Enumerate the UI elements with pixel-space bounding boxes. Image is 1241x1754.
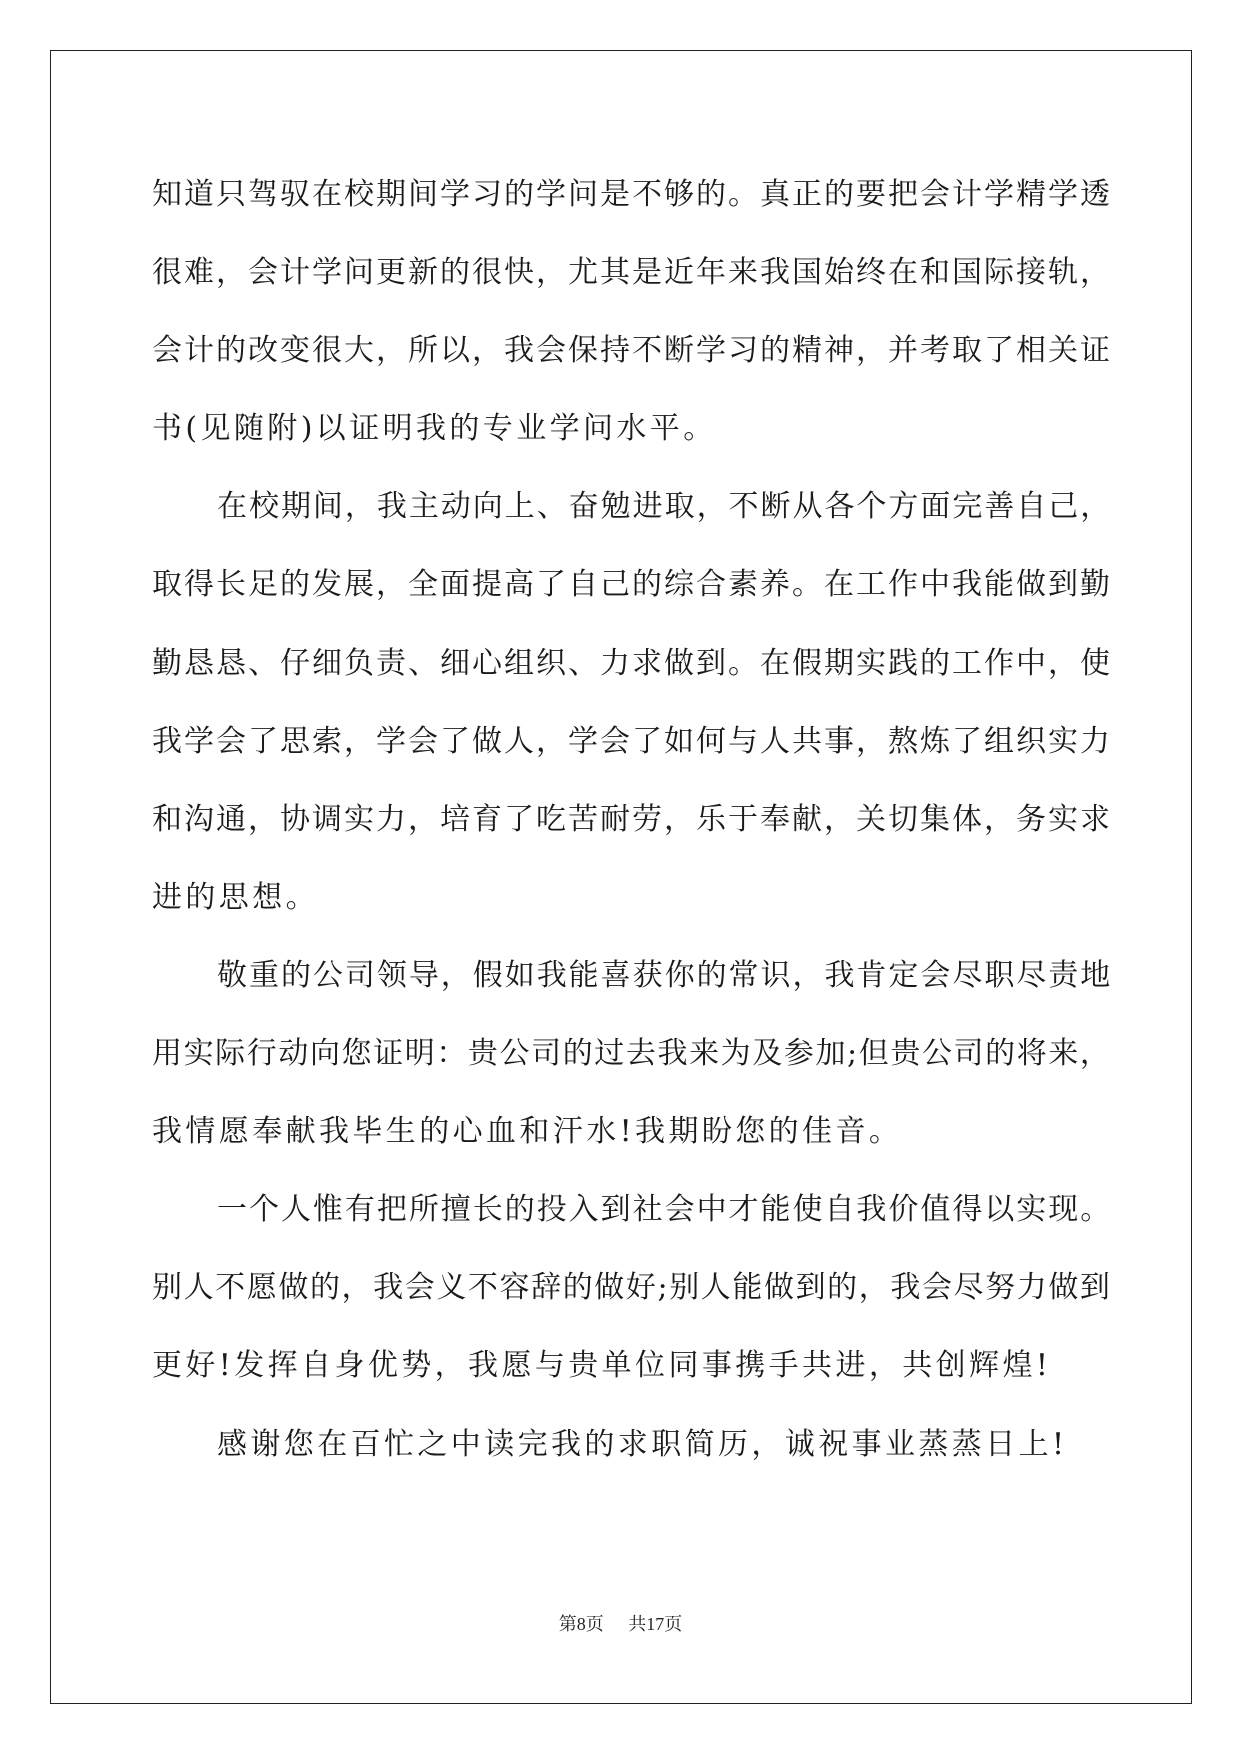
text-line: 和沟通，协调实力，培育了吃苦耐劳，乐于奉献，关切集体，务实求: [152, 801, 1112, 837]
document-body: [152, 156, 1112, 1484]
text-line: 很难，会计学问更新的很快，尤其是近年来我国始终在和国际接轨，: [152, 255, 1112, 291]
text-line: 我学会了思索，学会了做人，学会了如何与人共事，熬炼了组织实力: [152, 723, 1112, 759]
text-line: 用实际行动向您证明：贵公司的过去我来为及参加;但贵公司的将来，: [152, 1036, 1112, 1072]
text-line: 取得长足的发展，全面提高了自己的综合素养。在工作中我能做到勤: [152, 567, 1112, 603]
text-line: 进的思想。: [152, 879, 319, 915]
paragraph-start-line: 一个人惟有把所擅长的投入到社会中才能使自我价值得以实现。: [217, 1192, 1113, 1228]
text-line: 更好!发挥自身优势，我愿与贵单位同事携手共进，共创辉煌!: [152, 1348, 1052, 1384]
paragraph-start-line: 敬重的公司领导，假如我能喜获你的常识，我肯定会尽职尽责地: [217, 957, 1113, 993]
text-line: 别人不愿做的，我会义不容辞的做好;别人能做到的，我会尽努力做到: [152, 1270, 1112, 1306]
paragraph-start-line: 在校期间，我主动向上、奋勉进取，不断从各个方面完善自己，: [217, 489, 1113, 525]
page-footer: [0, 1610, 1241, 1636]
text-line: 知道只驾驭在校期间学习的学问是不够的。真正的要把会计学精学透: [152, 177, 1112, 212]
text-line: 我情愿奉献我毕生的心血和汗水!我期盼您的佳音。: [152, 1114, 903, 1150]
paragraph-start-line: 感谢您在百忙之中读完我的求职简历，诚祝事业蒸蒸日上!: [217, 1426, 1068, 1462]
page-total: 共17页: [628, 1614, 683, 1634]
text-line: 会计的改变很大，所以，我会保持不断学习的精神，并考取了相关证: [152, 333, 1112, 369]
page-number: 第8页: [558, 1614, 604, 1634]
text-line: 勤恳恳、仔细负责、细心组织、力求做到。在假期实践的工作中，使: [152, 645, 1112, 681]
text-line: 书(见随附)以证明我的专业学问水平。: [152, 411, 717, 447]
